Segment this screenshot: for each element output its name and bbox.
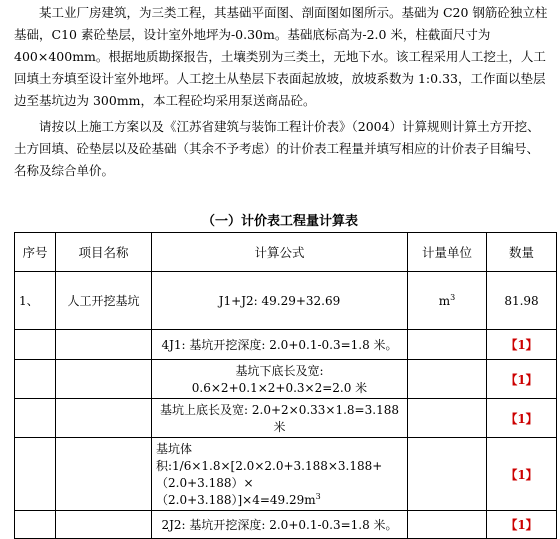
- cell-formula: 4J1: 基坑开挖深度: 2.0+0.1-0.3=1.8 米。: [152, 330, 408, 360]
- header-formula: 计算公式: [152, 233, 408, 272]
- formula-superscript: 3: [315, 492, 321, 501]
- cell-name: 人工开挖基坑: [56, 272, 152, 330]
- cell-qty: 81.98: [487, 272, 557, 330]
- formula-line-2: [156, 474, 403, 508]
- unit-text: m: [438, 294, 451, 308]
- score-mark: 【1】: [505, 338, 538, 352]
- cell-formula: 基坑下底长及宽: 0.6×2+0.1×2+0.3×2=2.0 米: [152, 360, 408, 399]
- task-paragraph: 请按以上施工方案以及《江苏省建筑与装饰工程计价表》（2004）计算规则计算土方开挖、土方回填、砼垫层以及砼基础（其余不予考虑）的计价表工程量并填写相应的计价表子目编号、名称及综合单价。: [14, 119, 540, 178]
- table-row: [15, 438, 557, 511]
- header-qty: 数量: [487, 233, 557, 272]
- table-row: [15, 399, 557, 438]
- intro-paragraph: 某工业厂房建筑，为三类工程，其基础平面图、剖面图如图所示。基础为 C20 钢筋砼独立柱基础，C10 素砼垫层，设计室外地坪为-0.30m。基础底标高为-2.0 米，柱截面尺寸为 400×400mm。根据地质勘探报告，土壤类别为三类土，无地下水。该工程采用人工挖土，人工回填土夯填至设计室外地坪。人工挖土从垫层下表面起放坡，放坡系数为 1:0.33，工作面以垫层边至基坑边为 300mm，本工程砼均采用泵送商品砼。: [14, 5, 548, 108]
- header-seq: 序号: [15, 233, 56, 272]
- table-row: [15, 330, 557, 360]
- table-row: [15, 360, 557, 399]
- score-mark: 【1】: [505, 372, 538, 387]
- header-name: 项目名称: [56, 233, 152, 272]
- cell-formula: [152, 438, 408, 511]
- header-row: [15, 233, 557, 272]
- formula-line-1: 基坑体积:1/6×1.8×[2.0×2.0+3.188×3.188+: [156, 442, 383, 473]
- cell-formula: 2J2: 基坑开挖深度: 2.0+0.1-0.3=1.8 米。: [152, 511, 408, 539]
- calculation-table: [14, 232, 557, 539]
- header-unit: 计量单位: [408, 233, 487, 272]
- table-row: [15, 511, 557, 539]
- cell-seq: 1、: [15, 272, 56, 330]
- unit-superscript: 3: [450, 293, 456, 302]
- formula-line-2-text: （2.0+3.188）×（2.0+3.188）]×4=49.29m: [156, 476, 316, 507]
- cell-unit: [408, 272, 487, 330]
- score-mark: 【1】: [505, 518, 538, 532]
- cell-formula: 基坑上底长及宽: 2.0+2×0.33×1.8=3.188 米: [152, 399, 408, 438]
- table-title: （一）计价表工程量计算表: [201, 214, 358, 229]
- score-mark: 【1】: [505, 467, 538, 482]
- score-mark: 【1】: [505, 411, 538, 426]
- table-row: [15, 272, 557, 330]
- cell-formula: J1+J2: 49.29+32.69: [152, 272, 408, 330]
